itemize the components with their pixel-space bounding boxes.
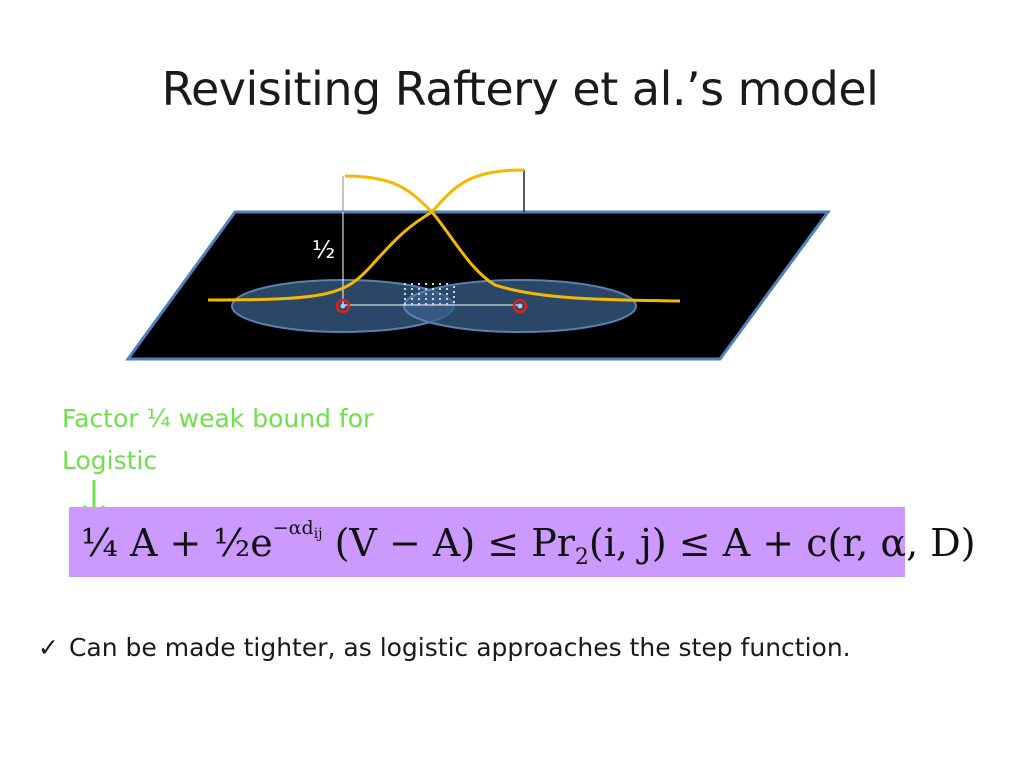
difference-term: (V − A) bbox=[334, 521, 476, 565]
plus-sign-2: + bbox=[762, 521, 795, 565]
inequality-formula bbox=[81, 517, 976, 570]
quarter-fraction: ¼ bbox=[81, 521, 118, 565]
leq-sign-2: ≤ bbox=[678, 521, 711, 565]
c-term: c(r, α, D) bbox=[806, 521, 976, 565]
exponent-subscript: ij bbox=[313, 526, 323, 542]
probability-term: $Pr_2(i$, j) bbox=[531, 521, 667, 570]
bullet-text: Can be made tighter, as logistic approaches the step function. bbox=[68, 633, 851, 662]
formula-box bbox=[69, 507, 976, 577]
slide-title: Revisiting Raftery et al.’s model bbox=[161, 62, 879, 116]
plus-sign: + bbox=[169, 521, 202, 565]
exp-base: e bbox=[250, 521, 273, 565]
check-icon: ✓ bbox=[38, 633, 59, 662]
bullet-item bbox=[38, 633, 851, 662]
factor-callout: Factor ¼ weak bound for Logistic bbox=[62, 404, 374, 475]
half-fraction: ½ bbox=[213, 521, 251, 565]
formula-A: A bbox=[129, 521, 158, 565]
half-label: ½ bbox=[312, 236, 336, 264]
leq-sign-1: ≤ bbox=[487, 521, 520, 565]
exponent: −αdij bbox=[272, 517, 323, 542]
formula-A-upper: A bbox=[722, 521, 751, 565]
